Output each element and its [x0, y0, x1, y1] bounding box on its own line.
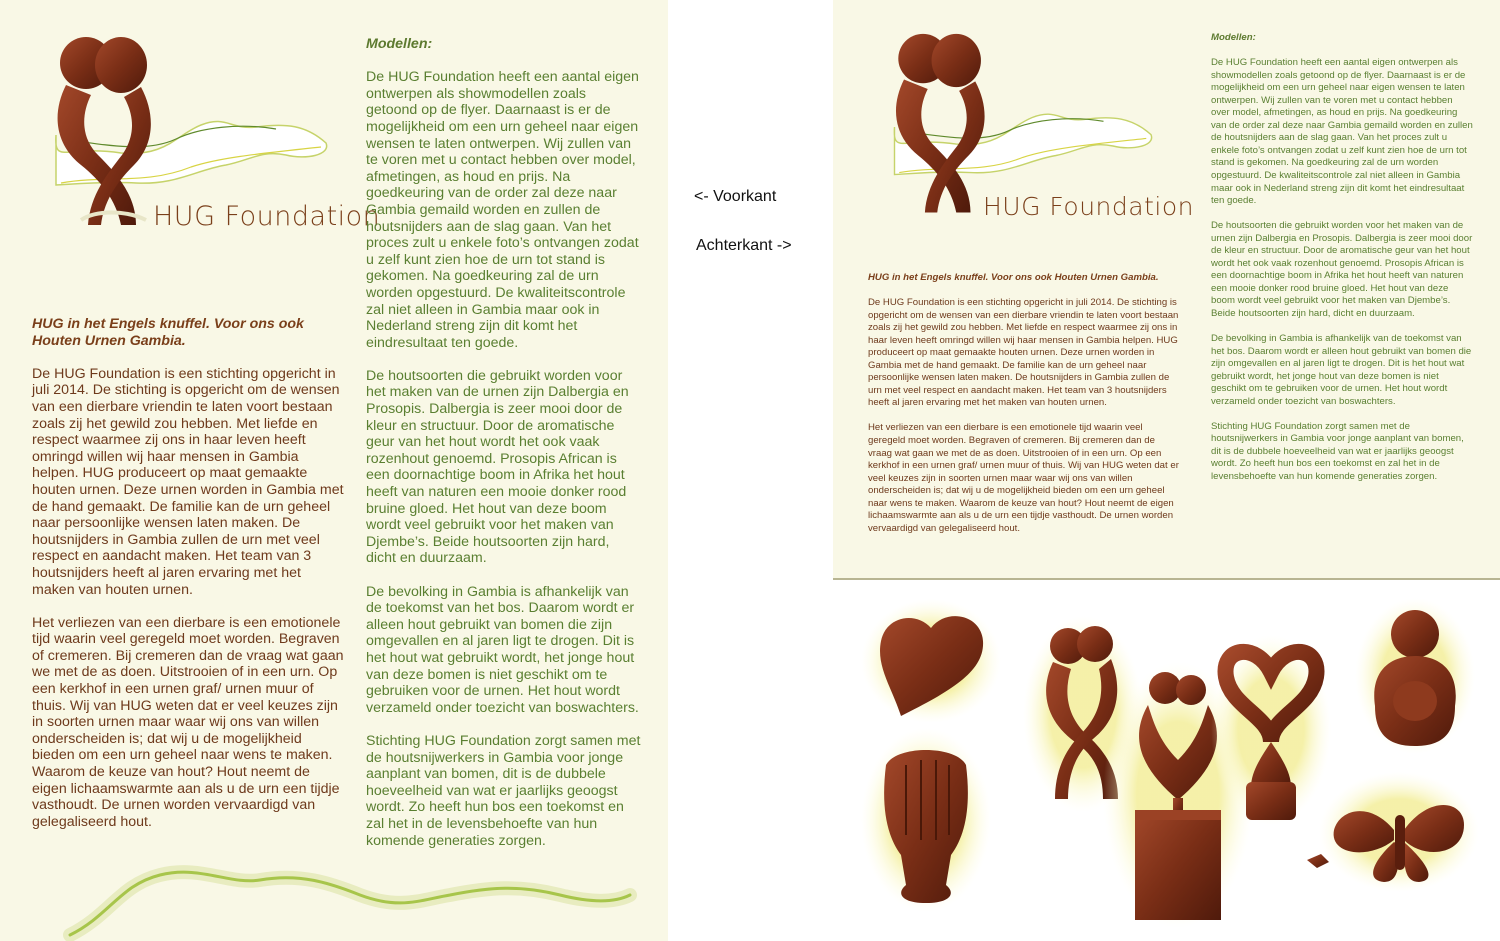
front-left-column [32, 316, 344, 830]
decorative-wave-icon [0, 845, 668, 941]
front-paragraph-1: De HUG Foundation is een stichting opgericht in juli 2014. De stichting is opgericht om de wensen van een dierbare vriendin te laten voort bestaan zoals zij het gewild zou hebben. Met liefde en respect waarmee zij ons in haar leven heeft omringd willen wij haar mensen in Gambia helpen. HUG produceert op maat gemaakte houten urnen. Deze urnen worden in Gambia met de hand gemaakt. De familie kan de urn geheel naar persoonlijke wensen laten maken. De houtsnijders in Gambia zullen de urn met veel respect en aandacht maken. Het team van 3 houtsnijders heeft al jaren ervaring met het maken van houten urnen. [32, 365, 344, 598]
front-page [0, 0, 668, 941]
wooden-heart-image [861, 596, 1001, 726]
front-models-heading: Modellen: [366, 36, 433, 52]
product-gallery [833, 580, 1500, 941]
back-heading: HUG in het Engels knuffel. Voor ons ook Houten Urnen Gambia. [868, 272, 1159, 283]
butterfly-figure-image [1299, 770, 1479, 895]
buddha-figure-image [1355, 596, 1475, 756]
front-models-paragraph-3: De bevolking in Gambia is afhankelijk van de toekomst van het bos. Daarom wordt er alleen hout gebruikt van bomen die zijn omgevallen en al jaren ligt te drogen. Dit is het hout wat gebruikt wordt, het jonge hout van deze bomen is niet geschikt om te gebruiken voor de urnen. Het hout wordt verzameld onder toezicht van boswachters. [366, 583, 639, 716]
back-page [833, 0, 1500, 580]
back-paragraph-2: Het verliezen van een dierbare is een emotionele tijd waarin veel geregeld moet worden. Begraven of cremeren. Bij cremeren dan de vraag wat gaan we met de as doen. Uitstrooien of in een urn. Op een kerkhof in een urnen graf/ urnen muur of thuis. Wij van HUG weten dat er veel keuzes zijn in soorten urnen maar waar wij ons van willen onderscheiden is; dat wij u de mogelijkheid bieden om een urn geheel naar wens te maken. Waarom de keuze van hout? Hout neemt de eigen lichaamswarmte aan als u de urn een tijdje vasthoudt. De urnen worden vervaardigd van gelegaliseerd hout. [868, 422, 1179, 534]
front-models-paragraph-2: De houtsoorten die gebruikt worden voor het maken van de urnen zijn Dalbergia en Prosopis. Dalbergia is zeer mooi door de kleur en structuur. Door de aromatische geur van het hout wordt het ook vaak rozenhout genoemd. Prosopis African is een doornachtige boom in Afrika het hout heeft van naturen een mooie donker rood bruine gloed. Het hout van deze boom wordt veel gebruikt voor het maken van Djembe’s. Beide houtsoorten zijn hard, dicht en duurzaam. [366, 367, 629, 567]
back-models-heading: Modellen: [1211, 32, 1256, 43]
logo-text: HUG Foundation [153, 201, 381, 232]
back-models-paragraph-2: De houtsoorten die gebruikt worden voor het maken van de urnen zijn Dalbergia en Prosopis. Dalbergia is zeer mooi door de kleur en structuur. Door de aromatische geur van het hout wordt het ook vaak rozenhout genoemd. Prosopis African is een doornachtige boom in Afrika het hout heeft van naturen een mooie donker rood bruine gloed. Het hout van deze boom wordt veel gebruikt voor het maken van Djembe’s. Beide houtsoorten zijn hard, dicht en duurzaam. [1211, 220, 1473, 319]
back-paragraph-1: De HUG Foundation is een stichting opgericht in juli 2014. De stichting is opgericht om de wensen van een dierbare vriendin te laten voort bestaan zoals zij het gewild zou hebben. Met liefde en respect waarmee zij ons in haar leven heeft omringd willen wij haar mensen in Gambia helpen. HUG produceert op maat gemaakte houten urnen. Deze urnen worden in Gambia met de hand gemaakt. De familie kan de urn geheel naar persoonlijke wensen laten maken. De houtsnijders in Gambia zullen de urn met veel respect en aandacht maken. Het team van 3 houtsnijders heeft al jaren ervaring met het maken van houten urnen. [868, 297, 1179, 409]
front-right-column [366, 36, 641, 849]
back-models-paragraph-4: Stichting HUG Foundation zorgt samen met de houtsnijwerkers in Gambia voor jonge aanplant van bomen, dit is de dubbele hoeveelheid van wat er jaarlijks geoogst wordt. Zo heeft hun bos een toekomst en zal het in de levensbehoefte van hun komende generaties zorgen. [1211, 420, 1464, 482]
back-left-column [868, 272, 1180, 535]
back-models-paragraph-1: De HUG Foundation heeft een aantal eigen ontwerpen als showmodellen zoals getoond op de flyer. Daarnaast is er de mogelijkheid om een urn geheel naar eigen wensen te laten ontwerpen. Wij zullen van te voren met u contact hebben over model, afmetingen, as houd en prijs. Na goedkeuring van de order zal deze naar Gambia gemaild worden en zullen de houtsnijders aan de slag gaan. Van het proces zult u enkele foto’s ontvangen zodat u zelf kunt zien hoe de urn tot stand is gekomen. Na goedkeuring zal de urn worden opgestuurd. De kwaliteitscontrole zal niet alleen in Gambia maar ook in Nederland streng zijn dit komt het eindresultaat ten goede. [1211, 57, 1473, 207]
front-models-paragraph-4: Stichting HUG Foundation zorgt samen met de houtsnijwerkers in Gambia voor jonge aanplant van bomen, dit is de dubbele hoeveelheid van wat er jaarlijks geoogst wordt. Zo heeft hun bos een toekomst en zal het in de levensbehoefte van hun komende generaties zorgen. [366, 732, 641, 849]
back-right-column [1211, 32, 1473, 484]
front-side-label: <- Voorkant [694, 188, 777, 205]
front-heading: HUG in het Engels knuffel. Voor ons ook Houten Urnen Gambia. [32, 316, 304, 349]
hug-logo-small [863, 32, 1194, 222]
hands-urn-image [861, 725, 991, 915]
hug-logo [26, 35, 381, 235]
back-models-paragraph-3: De bevolking in Gambia is afhankelijk van de toekomst van het bos. Daarom wordt er alleen hout gebruikt van bomen die zijn omgevallen en al jaren ligt te drogen. Dit is het hout wat gebruikt wordt, het jonge hout van deze bomen is niet geschikt om te gebruiken voor de urnen. Het hout wordt verzameld onder toezicht van boswachters. [1211, 332, 1472, 407]
front-paragraph-2: Het verliezen van een dierbare is een emotionele tijd waarin veel geregeld moet worden. Begraven of cremeren. Bij cremeren dan de vraag wat gaan we met de as doen. Uitstrooien of in een urn. Op een kerkhof in een urnen graf/ urnen muur of thuis. Wij van HUG weten dat er veel keuzes zijn in soorten urnen maar waar wij ons van willen onderscheiden is; dat wij u de mogelijkheid bieden om een urn geheel naar wens te maken. Waarom de keuze van hout? Hout neemt de eigen lichaamswarmte aan als u de urn een tijdje vasthoudt. De urnen worden vervaardigd van gelegaliseerd hout. [32, 614, 344, 830]
logo-text-small: HUG Foundation [983, 192, 1194, 221]
back-side-label: Achterkant -> [696, 237, 792, 254]
front-models-paragraph-1: De HUG Foundation heeft een aantal eigen ontwerpen als showmodellen zoals getoond op de flyer. Daarnaast is er de mogelijkheid om een urn geheel naar eigen wensen te laten ontwerpen. Wij zullen van te voren met u contact hebben over model, afmetingen, as houd en prijs. Na goedkeuring van de order zal deze naar Gambia gemaild worden en zullen de houtsnijders aan de slag gaan. Van het proces zult u enkele foto’s ontvangen zodat u zelf kunt zien hoe de urn tot stand is gekomen. Na goedkeuring zal de urn worden opgestuurd. De kwaliteitscontrole zal niet alleen in Gambia maar ook in Nederland streng zijn dit komt het eindresultaat ten goede. [366, 69, 639, 351]
